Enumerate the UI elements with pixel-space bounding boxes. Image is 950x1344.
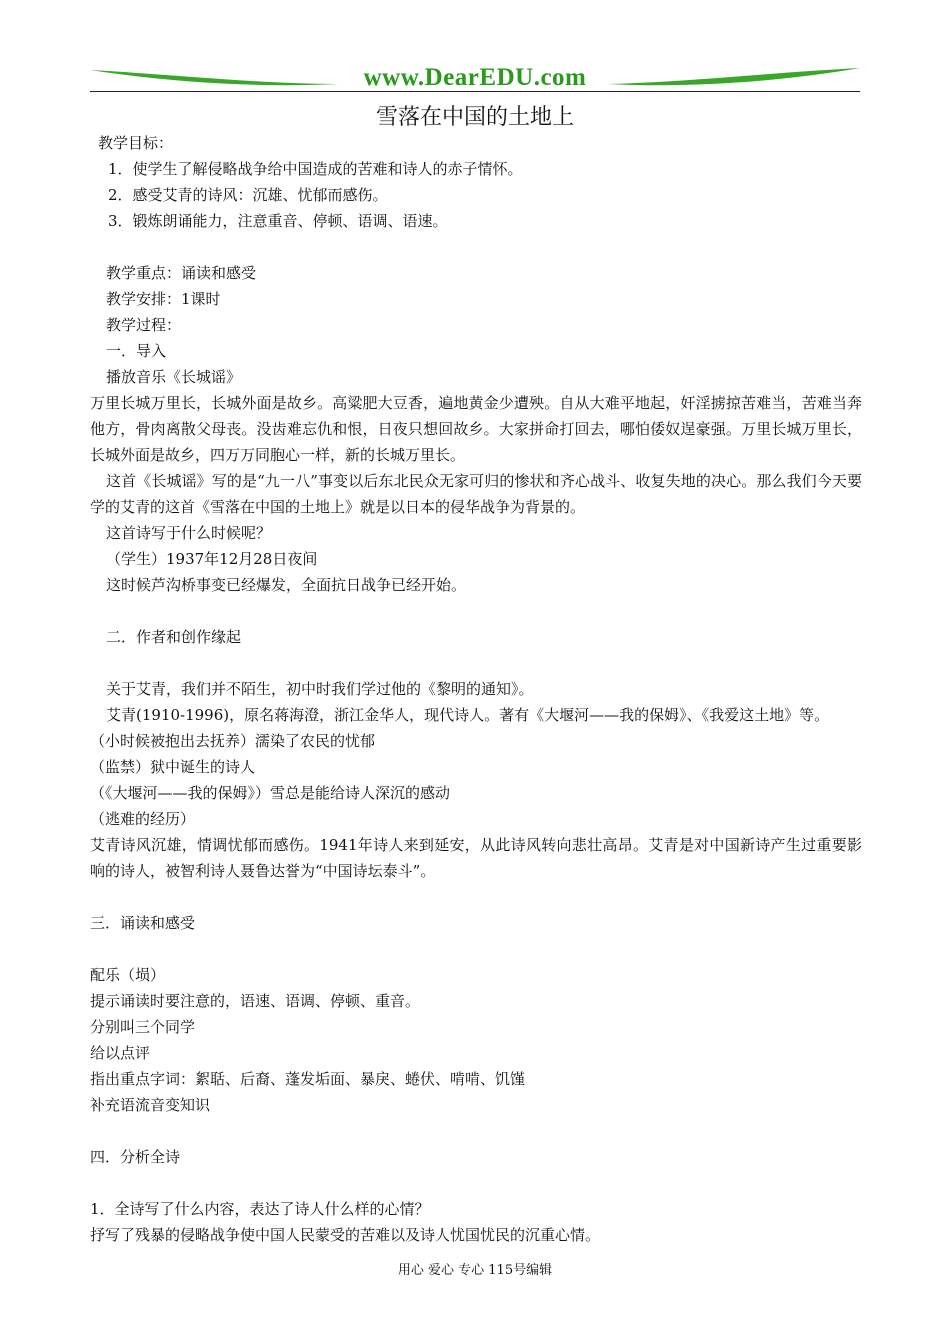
text-line: 给以点评 [90, 1044, 151, 1062]
text-line: 抒写了残暴的侵略战争使中国人民蒙受的苦难以及诗人忧国忧民的沉重心情。 [90, 1226, 601, 1244]
text-line: 教学目标： [98, 134, 174, 152]
text-line: （逃难的经历） [90, 810, 196, 828]
text-line: 1．全诗写了什么内容，表达了诗人什么样的心情？ [90, 1200, 430, 1218]
text-line: 2．感受艾青的诗风：沉雄、忧郁而感伤。 [108, 186, 388, 204]
text-line: 艾青(1910-1996)，原名蒋海澄，浙江金华人，现代诗人。著有《大堰河——我的保姆》、《我爱这土地》等。 [106, 706, 830, 724]
text-line: 教学安排：1课时 [106, 290, 221, 308]
spacer [90, 650, 862, 676]
text-line: （学生）1937年12月28日夜间 [106, 550, 318, 568]
spacer [90, 1170, 862, 1196]
spacer [90, 936, 862, 962]
page-title: 雪落在中国的土地上 [375, 105, 574, 130]
text-line: 指出重点字词：絮聒、后裔、蓬发垢面、暴戾、蜷伏、啃啃、饥馑 [90, 1070, 526, 1088]
spacer [90, 598, 862, 624]
text-line: 这时候芦沟桥事变已经爆发，全面抗日战争已经开始。 [106, 576, 467, 594]
site-logo-text: www.DearEDU.com [363, 64, 587, 91]
text-line: 教学过程： [106, 316, 182, 334]
text-paragraph: 这首《长城谣》写的是“九一八”事变以后东北民众无家可归的惨状和齐心战斗、收复失地的决心。那么我们今天要学的艾青的这首《雪落在中国的土地上》就是以日本的侵华战争为背景的。 [90, 472, 862, 516]
spacer [90, 884, 862, 910]
text-line: 1．使学生了解侵略战争给中国造成的苦难和诗人的赤子情怀。 [108, 160, 523, 178]
text-line: 提示诵读时要注意的，语速、语调、停顿、重音。 [90, 992, 421, 1010]
text-line: 3．锻炼朗诵能力，注意重音、停顿、语调、语速。 [108, 212, 448, 230]
text-line: （《大堰河——我的保姆》）雪总是能给诗人深沉的感动 [90, 784, 451, 802]
text-line: 这首诗写于什么时候呢？ [106, 524, 272, 542]
text-line: 播放音乐《长城谣》 [106, 368, 242, 386]
spacer [90, 1118, 862, 1144]
text-paragraph: 万里长城万里长，长城外面是故乡。高粱肥大豆香，遍地黄金少遭殃。自从大难平地起，奸淫掳掠苦难当，苦难当奔他方，骨肉离散父母丧。没齿难忘仇和恨，日夜只想回故乡。大家拼命打回去，哪怕倭奴逞豪强。万里长城万里长，长城外面是故乡，四万万同胞心一样，新的长城万里长。 [90, 394, 862, 464]
text-line: （小时候被抱出去抚养）濡染了农民的忧郁 [90, 732, 376, 750]
text-line: 一．导入 [106, 342, 167, 360]
text-line: 三．诵读和感受 [90, 914, 196, 932]
text-line: 四．分析全诗 [90, 1148, 181, 1166]
text-paragraph: 艾青诗风沉雄，情调忧郁而感伤。1941年诗人来到延安，从此诗风转向悲壮高昂。艾青是对中国新诗产生过重要影响的诗人，被智利诗人聂鲁达誉为“中国诗坛泰斗”。 [90, 836, 862, 880]
text-line: 二．作者和创作缘起 [106, 628, 242, 646]
text-line: 教学重点：诵读和感受 [106, 264, 257, 282]
text-line: （监禁）狱中诞生的诗人 [90, 758, 256, 776]
text-line: 关于艾青，我们并不陌生，初中时我们学过他的《黎明的通知》。 [106, 680, 534, 698]
header-rule [90, 91, 860, 92]
text-line: 分别叫三个同学 [90, 1018, 196, 1036]
text-line: 补充语流音变知识 [90, 1096, 211, 1114]
document-body [90, 130, 862, 1248]
page-footer: 用心 爱心 专心 115号编辑 [397, 1263, 553, 1278]
spacer [90, 234, 862, 260]
text-line: 配乐（埙） [90, 966, 166, 984]
